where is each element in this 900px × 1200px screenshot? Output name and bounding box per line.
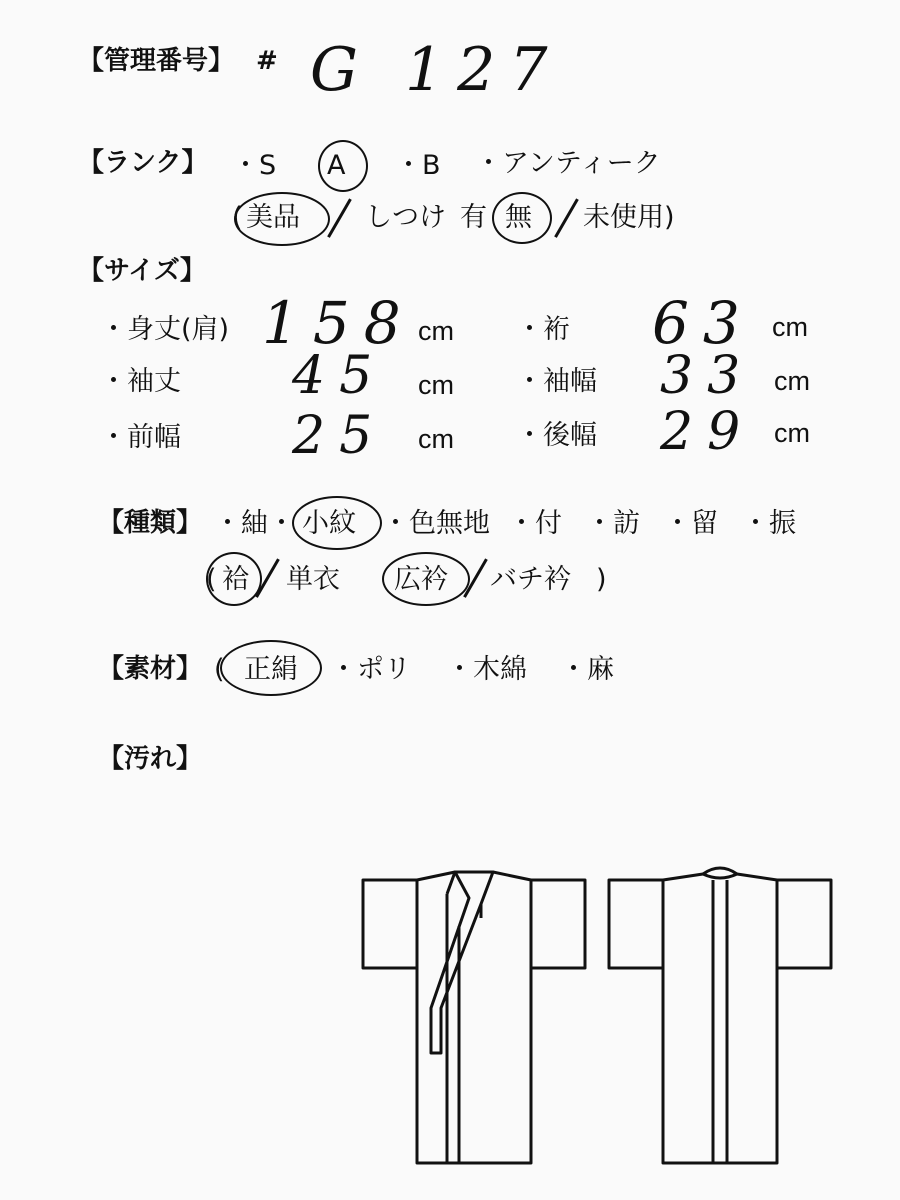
rank-option-s: ・S	[232, 150, 277, 181]
rank-paren-open: (	[232, 202, 243, 233]
rank-option-a: A	[327, 150, 346, 181]
collar-selected-circle	[382, 552, 470, 606]
size-unit: cm	[774, 418, 810, 448]
hash-sign: #	[256, 46, 278, 76]
material-cotton: ・木綿	[446, 654, 527, 685]
size-name-length: ・身丈(肩)	[100, 314, 230, 345]
size-value-yuki: 63	[652, 289, 754, 357]
divider-slash	[554, 198, 578, 237]
condition-selected-circle	[234, 192, 330, 246]
size-unit: cm	[418, 316, 454, 346]
material-paren-open: (	[214, 654, 225, 685]
condition-unused: 未使用)	[583, 202, 675, 233]
size-value-length: 158	[262, 289, 415, 357]
size-unit: cm	[418, 424, 454, 454]
material-label: 【素材】	[98, 654, 203, 684]
condition-shitsuke: しつけ	[365, 202, 446, 233]
kind-paren-open: (	[206, 564, 217, 595]
size-value-front-width: 25	[292, 406, 387, 466]
kind-tome: ・留	[664, 508, 718, 539]
lining-selected-circle	[206, 552, 262, 606]
management-number-label: 【管理番号】	[78, 46, 235, 76]
stain-label: 【汚れ】	[98, 744, 203, 774]
size-value-sleeve-length: 45	[292, 346, 387, 406]
material-hemp: ・麻	[560, 654, 614, 685]
kind-furi: ・振	[742, 508, 796, 539]
shitsuke-selected-circle	[492, 192, 552, 244]
kind-paren-close: )	[596, 564, 607, 595]
size-unit: cm	[774, 366, 810, 396]
size-unit: cm	[772, 312, 808, 342]
kind-tsuke: ・付	[508, 508, 562, 539]
rank-selected-circle	[318, 140, 368, 192]
size-label: 【サイズ】	[78, 256, 206, 286]
kind-komon: 小紋	[302, 508, 356, 539]
size-unit: cm	[418, 370, 454, 400]
kimono-diagram	[355, 858, 845, 1178]
size-name-back-width: ・後幅	[516, 420, 597, 451]
kind-awase: 袷	[222, 564, 249, 595]
condition-beauty: 美品	[246, 202, 300, 233]
rank-option-b: ・B	[395, 150, 441, 181]
size-name-sleeve-width: ・袖幅	[516, 366, 597, 397]
size-name-yuki: ・裄	[516, 314, 570, 345]
kind-hitoe: 単衣	[286, 564, 340, 595]
divider-slash	[327, 198, 351, 237]
rank-label: 【ランク】	[78, 148, 208, 178]
kind-houmon: ・訪	[586, 508, 640, 539]
management-number-value: G 127	[310, 35, 562, 105]
kind-selected-circle	[292, 496, 382, 550]
kimono-back-icon	[609, 868, 831, 1163]
kind-bachieri: バチ衿	[490, 564, 571, 595]
size-value-back-width: 29	[660, 402, 755, 462]
kind-label: 【種類】	[98, 508, 203, 538]
condition-shitsuke-no: 無	[505, 202, 532, 233]
kind-hiroeri: 広衿	[394, 564, 448, 595]
size-value-sleeve-width: 33	[660, 346, 755, 406]
kind-iromuji: ・色無地	[382, 508, 490, 539]
size-name-front-width: ・前幅	[100, 422, 181, 453]
material-shoken: 正絹	[244, 654, 298, 685]
condition-shitsuke-yes: 有	[460, 202, 487, 233]
kind-tsumugi: ・紬・	[214, 508, 295, 539]
size-name-sleeve-length: ・袖丈	[100, 366, 181, 397]
rank-option-antique: ・アンティーク	[475, 148, 661, 179]
kimono-front-icon	[363, 872, 585, 1163]
material-poly: ・ポリ	[330, 654, 411, 685]
material-selected-circle	[220, 640, 322, 696]
